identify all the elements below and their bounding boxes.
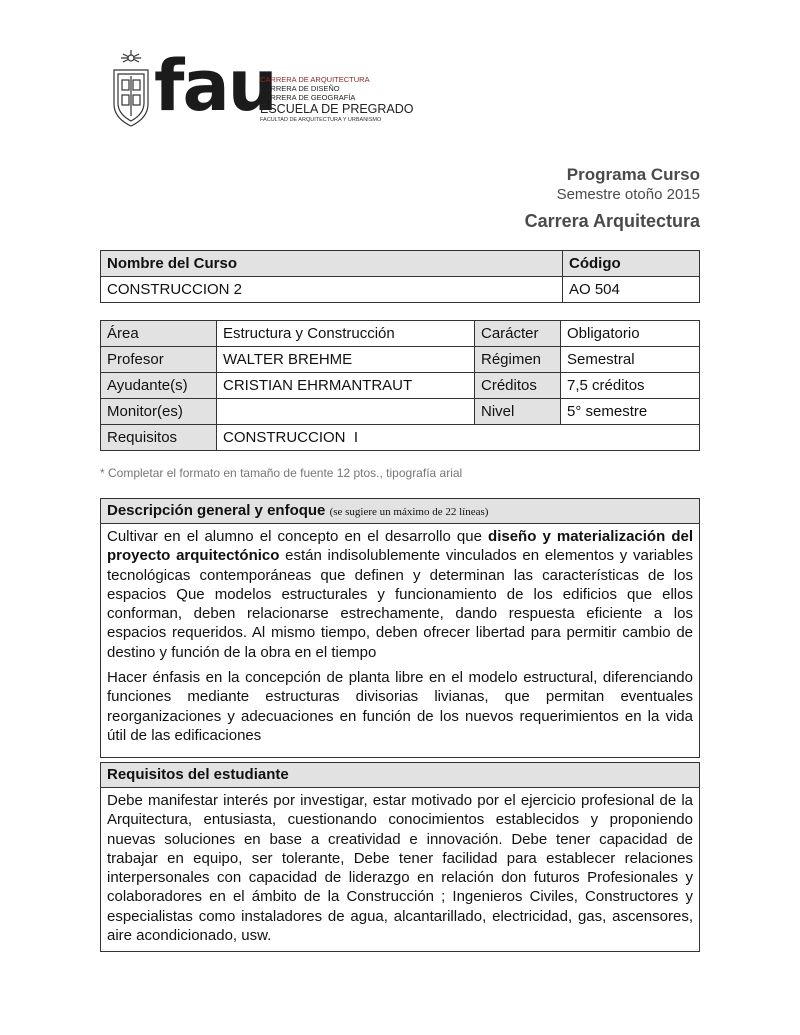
caracter-value: Obligatorio (561, 321, 700, 347)
logo-line-escuela: ESCUELA DE PREGRADO (260, 102, 414, 116)
course-code-value: AO 504 (563, 277, 700, 303)
logo-line-facultad: FACULTAD DE ARQUITECTURA Y URBANISMO (260, 117, 382, 123)
regimen-value: Semestral (561, 347, 700, 373)
description-text-bold: diseño y materialización del proyecto arquitectónico (107, 528, 694, 565)
profesor-label: Profesor (101, 347, 217, 373)
description-section (100, 498, 700, 758)
course-name-label: Nombre del Curso (101, 251, 563, 277)
monitor-value (217, 399, 475, 425)
course-table (100, 250, 700, 303)
creditos-label: Créditos (475, 373, 561, 399)
requisitos-label: Requisitos (101, 425, 217, 451)
career-label: Carrera Arquitectura (524, 211, 700, 231)
description-paragraph-2: Hacer énfasis en la concepción de planta libre en el modelo estructural, diferenciando funciones mediante estructuras divisorias livianas, que permitan eventuales reorganizaciones y adecuaciones en función de los nuevos requerimientos en la vida útil de las edificaciones (107, 669, 693, 744)
university-seal-icon (110, 48, 152, 128)
area-label: Área (101, 321, 217, 347)
description-body (101, 524, 699, 757)
requirements-section (100, 762, 700, 952)
regimen-label: Régimen (475, 347, 561, 373)
logo-line-diseno: CARRERA DE DISEÑO (260, 84, 340, 93)
semester-label: Semestre otoño 2015 (556, 186, 700, 203)
description-title: Descripción general y enfoque (107, 502, 326, 519)
description-hint: (se sugiere un máximo de 22 líneas) (329, 506, 489, 518)
ayudante-value: CRISTIAN EHRMANTRAUT (217, 373, 475, 399)
description-header (101, 499, 699, 524)
description-paragraph-1 (107, 527, 693, 662)
fau-wordmark: fau (154, 45, 276, 127)
document-title: Programa Curso (566, 165, 700, 184)
requisitos-value: CONSTRUCCION I (217, 425, 700, 451)
course-info-table (100, 320, 700, 451)
area-value: Estructura y Construcción (217, 321, 475, 347)
course-name-value: CONSTRUCCION 2 (101, 277, 563, 303)
requirements-body: Debe manifestar interés por investigar, estar motivado por el ejercicio profesional de la Arquitectura, entusiasta, cuestionando conocimientos establecidos y proponiendo nuevas soluciones en base a creatividad e innovación. Debe tener capacidad de trabajar en equipo, ser tolerante, Debe tener facilidad para establecer relaciones interpersonales con capacidad de liderazgo en relación don futuros Profesionales y colaboradores en el ámbito de la Construcción ; Ingenieros Civiles, Constructores y especialistas como instaladores de agua, alcantarillado, electricidad, gas, ascensores, aire acondicionado, usw. (107, 792, 693, 945)
description-text-b: están indisolublemente vinculados en elementos y variables tecnológicas contemporáneas que definen y determinan las características de los espacios Que modelos estructurales y funcionamiento de los edificios que ellos conforman, deben relacionarse estrechamente, dando respuesta eficiente a los espacios requeridos. Al mismo tiempo, deben ofrecer libertad para permitir cambio de destino y función de la obra en el tiempo (107, 547, 694, 661)
nivel-value: 5° semestre (561, 399, 700, 425)
logo-line-arquitectura: CARRERA DE ARQUITECTURA (260, 75, 370, 84)
profesor-value: WALTER BREHME (217, 347, 475, 373)
nivel-label: Nivel (475, 399, 561, 425)
requirements-header: Requisitos del estudiante (101, 763, 699, 788)
course-code-label: Código (563, 251, 700, 277)
logo-line-geografia: CARRERA DE GEOGRAFÍA (260, 93, 356, 102)
format-note: * Completar el formato en tamaño de fuente 12 ptos., tipografía arial (100, 466, 463, 480)
description-text-a: Cultivar en el alumno el concepto en el desarrollo que (107, 528, 489, 545)
caracter-label: Carácter (475, 321, 561, 347)
monitor-label: Monitor(es) (101, 399, 217, 425)
logo-lines (260, 75, 414, 124)
creditos-value: 7,5 créditos (561, 373, 700, 399)
ayudante-label: Ayudante(s) (101, 373, 217, 399)
